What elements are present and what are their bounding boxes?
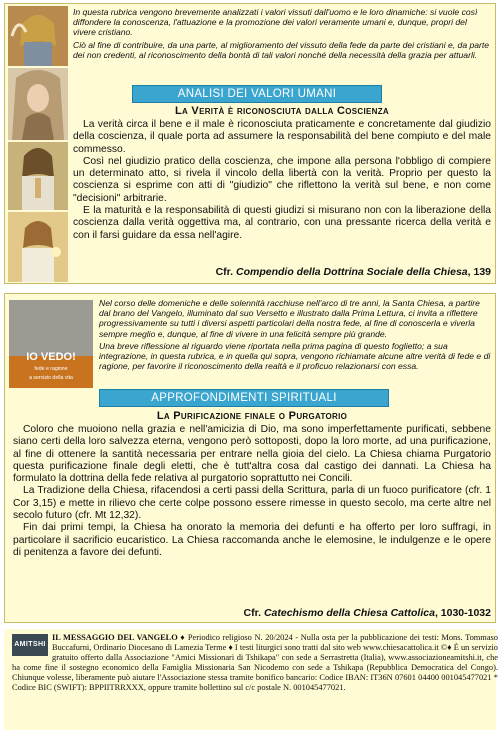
- book-subtitle: fede e ragione: [34, 366, 68, 372]
- footer-panel: [4, 629, 496, 730]
- values-body: [73, 119, 491, 242]
- amitshi-logo: AMITSHI: [12, 634, 48, 656]
- spiritual-paragraph: La Tradizione della Chiesa, rifacendosi a certi passi della Scrittura, parla di un fuoco purificatore (cfr. 1 Cor 3,15) e mette in rilievo che certe colpe possono essere rimesse in questo secolo, ma certe altre nel secolo futuro (cfr. Mt 12,32).: [13, 485, 491, 522]
- spiritual-intro-paragraph: Una breve riflessione al riguardo viene riportata nella prima pagina di questo foglietto; a sua integrazione, in questa rubrica, e in quella qui sopra, vengono richiamate alcune altre verità di fede e di ragione, per favorire il riconoscimento della realtà e il proficuo relazionarsi con essa.: [99, 340, 491, 372]
- citation-source: Catechismo della Chiesa Cattolica: [263, 607, 435, 619]
- values-citation: [73, 266, 491, 278]
- values-intro-paragraph: In questa rubrica vengono brevemente analizzati i valori vissuti dall'uomo e le loro dinamiche: si vuole così diffondere la conoscenza, l'attuazione e la promozione dei valori veramente umani e, dunque, propri del vivere cristiano.: [73, 7, 478, 38]
- publication-name: IL MESSAGGIO DEL VANGELO: [52, 633, 178, 642]
- spiritual-paragraph: Fin dai primi tempi, la Chiesa ha onorato la memoria dei defunti e ha offerto per loro suffragi, in particolare il sacrificio eucaristico. La Chiesa raccomanda anche le elemosine, le indulgenze e le opere di penitenza a favore dei defunti.: [13, 522, 491, 558]
- praying-woman-image: [8, 142, 68, 210]
- spiritual-intro-paragraph: Nel corso delle domeniche e delle solennità racchiuse nell'arco di tre anni, la Santa Chiesa, a partire dal brano del Vangelo, illuminato dal suo Versetto e illustrato dalla Prima Lettura, ci invita a riflettere progressivamente su tutti i diversi aspetti particolari della nostra fede, al fine di conoscerla e viverla sempre meglio e, dunque, al fine di vivere in una felicità sempre più grande.: [99, 298, 480, 339]
- io-vedo-book-cover: [9, 300, 93, 388]
- publication-details: ♦ Periodico religioso N. 20/2024 - Nulla osta per la pubblicazione dei testi: Mons. Tommaso Buccafurni, Ordinario Diocesano di Lamezia Terme ♦ I testi liturgici sono tratti dal sito web www.chiesacattolica.it ©♦ È un servizio gratuito offerto dalla Associazione "Amici Missionari di Tshikapa" con sede a Serrastretta (Italia), www.associazioneamitshi.it, che ha come fine il sostegno economico della Famiglia Missionaria San Nicodemo con sede a Tshikapa (Repubblica Democratica del Congo). Chiunque volesse, liberamente può aiutare l'Associazione stessa tramite bonifico bancario: Codice IBAN: IT36N 07601 04400 001045477021 * Codice BIC (SWIFT): BPPIITRRXXX, oppure tramite bollettino sul c/c postale N. 001045477021.: [12, 633, 498, 692]
- spiritual-panel: [4, 293, 496, 623]
- citation-source: Compendio della Dottrina Sociale della Chiesa: [236, 266, 468, 278]
- values-intro-paragraph: Ciò al fine di contribuire, da una parte, al miglioramento del vissuto della fede da parte dei cristiani e, da parte dei non credenti, al riconoscimento della bontà di tali valori nonché della necessità della grazia per attuarli.: [73, 39, 490, 60]
- values-intro: [73, 7, 491, 62]
- publication-info: [12, 633, 498, 693]
- citation-prefix: Cfr.: [215, 266, 236, 278]
- book-title: IO VEDO!: [26, 351, 76, 363]
- values-banner: ANALISI DEI VALORI UMANI: [132, 85, 382, 103]
- spiritual-intro: [99, 298, 491, 373]
- values-paragraph: La verità circa il bene e il male è riconosciuta praticamente e concretamente dal giudizio della coscienza, il quale porta ad assumere la responsabilità del bene compiuto e del male commesso.: [73, 119, 491, 155]
- values-paragraph: Così nel giudizio pratico della coscienza, che impone alla persona l'obbligo di compiere un determinato atto, si rivela il vincolo della libertà con la verità. Proprio per questo la coscienza si esprime con atti di "giudizio" che riflettono la verità sul bene, e non come "decisioni" arbitrarie.: [73, 155, 491, 204]
- woman-with-lamp-image: [8, 212, 68, 282]
- citation-paragraph-number: , 1030-1032: [434, 607, 491, 619]
- veiled-woman-image: [8, 68, 68, 140]
- spiritual-body: [13, 424, 491, 559]
- values-paragraph: E la maturità e la responsabilità di questi giudizi si misurano non con la liberazione della coscienza dalla verità oggettiva ma, al contrario, con una pressante ricerca della verità e con il farsi guidare da essa nell'agire.: [73, 205, 491, 241]
- angel-portrait-image: [8, 6, 68, 66]
- citation-paragraph-number: , 139: [467, 266, 491, 278]
- spiritual-citation: [13, 607, 491, 619]
- spiritual-paragraph: Coloro che muoiono nella grazia e nell'amicizia di Dio, ma sono imperfettamente purificati, sebbene siano certi della loro salvezza eterna, vengono però sottoposti, dopo la loro morte, ad una purificazione, al fine di ottenere la santità necessaria per entrare nella gioia del cielo. La Chiesa chiama Purgatorio questa purificazione finale degli eletti, che è tutt'altra cosa dal castigo dei dannati. La Chiesa ha formulato la dottrina della fede relativa al purgatorio soprattutto nei Concili.: [13, 424, 491, 485]
- book-subtitle: a servizio della vita: [29, 375, 73, 381]
- values-panel: [4, 3, 496, 284]
- citation-prefix: Cfr.: [243, 607, 264, 619]
- spiritual-banner: APPROFONDIMENTI SPIRITUALI: [99, 389, 389, 407]
- values-subtitle: La Verità è riconosciuta dalla Coscienza: [174, 105, 390, 117]
- spiritual-subtitle: La Purificazione finale o Purgatorio: [156, 410, 348, 422]
